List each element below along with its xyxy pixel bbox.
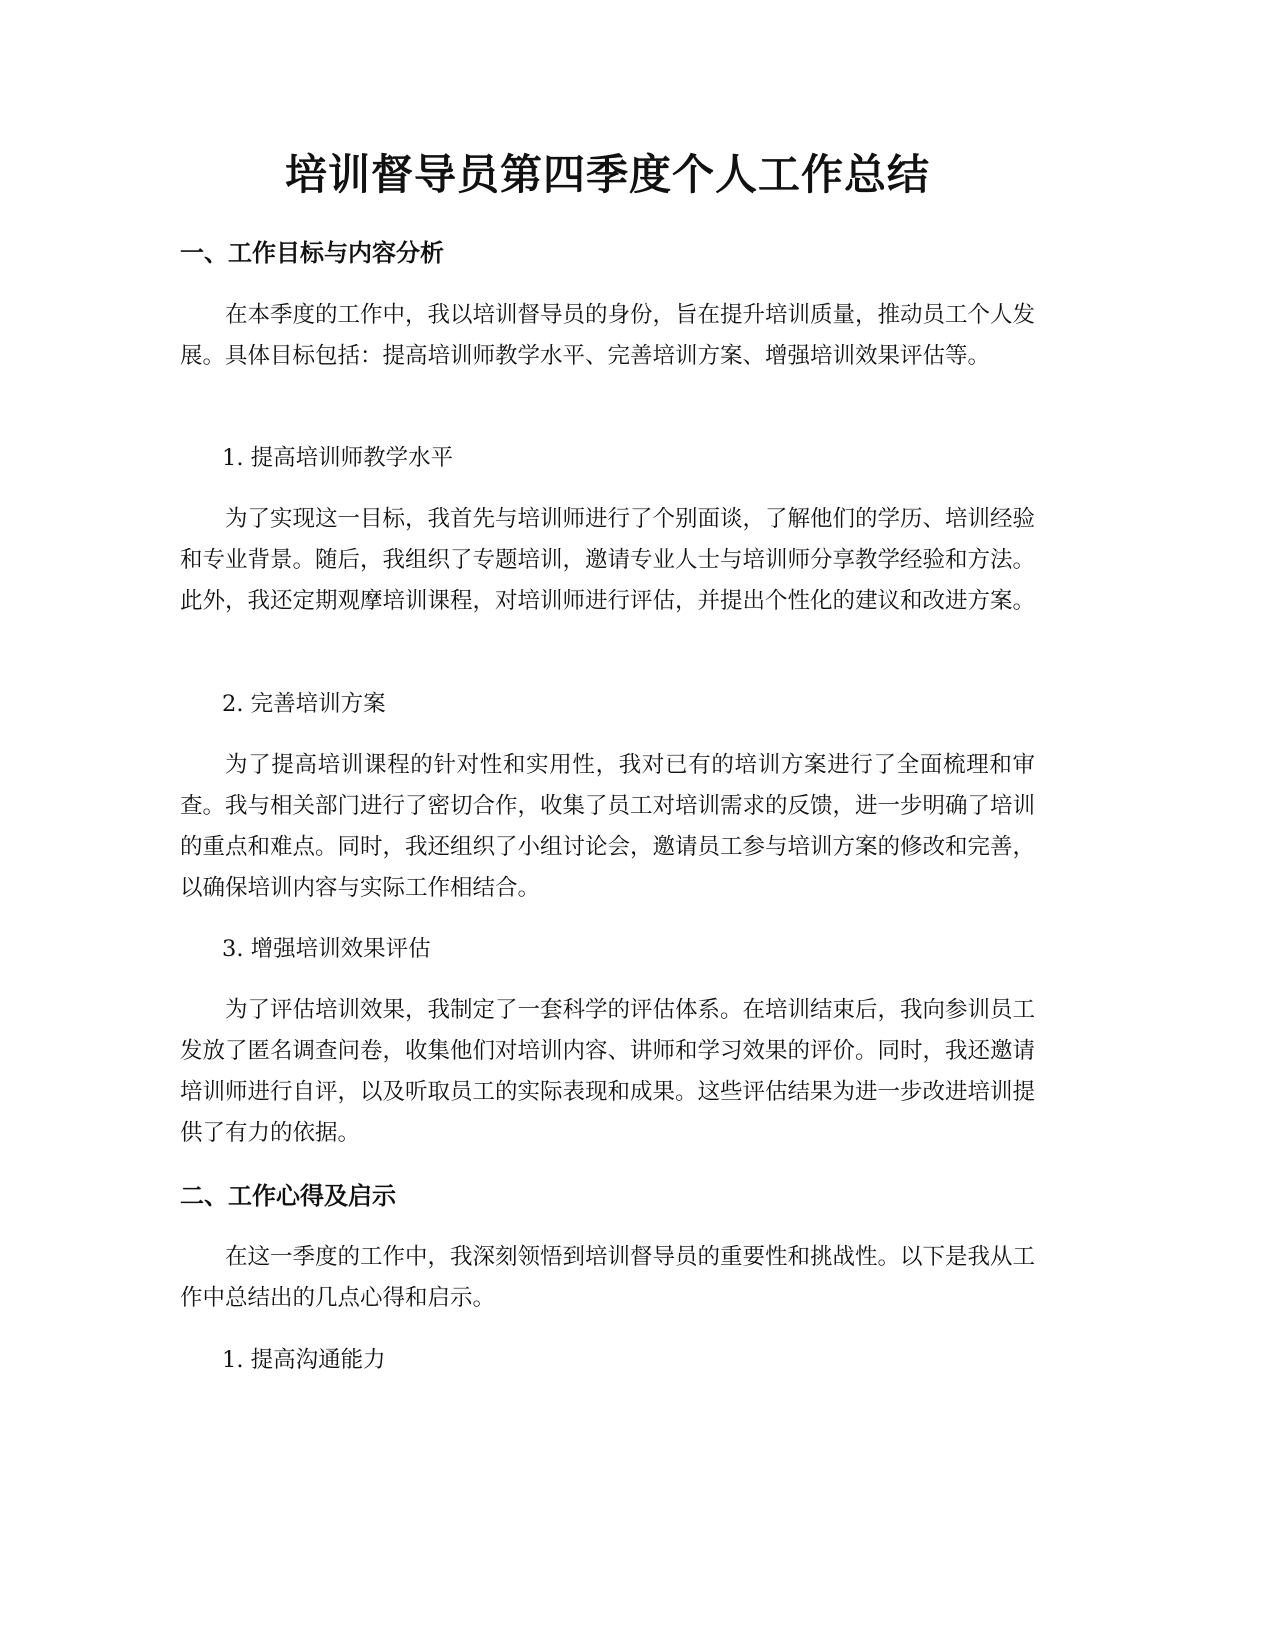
section-1-item-1-text: 为了实现这一目标，我首先与培训师进行了个别面谈，了解他们的学历、培训经验和专业背景。随后，我组织了专题培训，邀请专业人士与培训师分享教学经验和方法。此外，我还定期观摩培训课程，对培训师进行评估，并提出个性化的建议和改进方案。 [180,506,1036,614]
section-1-item-3-label: 3. 增强培训效果评估 [222,936,431,962]
document-page [180,0,1035,1650]
section-1-item-3-text: 为了评估培训效果，我制定了一套科学的评估体系。在培训结束后，我向参训员工发放了匿名调查问卷，收集他们对培训内容、讲师和学习效果的评价。同时，我还邀请培训师进行自评，以及听取员工的实际表现和成果。这些评估结果为进一步改进培训提供了有力的依据。 [180,997,1036,1146]
section-1-heading: 一、工作目标与内容分析 [180,239,444,267]
document-title: 培训督导员第四季度个人工作总结 [284,150,930,199]
section-2-heading: 二、工作心得及启示 [180,1182,396,1210]
section-2-intro: 在这一季度的工作中，我深刻领悟到培训督导员的重要性和挑战性。以下是我从工作中总结出的几点心得和启示。 [180,1244,1036,1311]
section-1-item-1-label: 1. 提高培训师教学水平 [222,445,454,471]
section-1-intro: 在本季度的工作中，我以培训督导员的身份，旨在提升培训质量，推动员工个人发展。具体目标包括：提高培训师教学水平、完善培训方案、增强培训效果评估等。 [180,302,1036,369]
section-1-item-2-label: 2. 完善培训方案 [222,691,386,717]
section-2-item-1-label: 1. 提高沟通能力 [222,1347,386,1373]
section-1-item-2-text: 为了提高培训课程的针对性和实用性，我对已有的培训方案进行了全面梳理和审查。我与相关部门进行了密切合作，收集了员工对培训需求的反馈，进一步明确了培训的重点和难点。同时，我还组织了小组讨论会，邀请员工参与培训方案的修改和完善，以确保培训内容与实际工作相结合。 [180,752,1036,901]
